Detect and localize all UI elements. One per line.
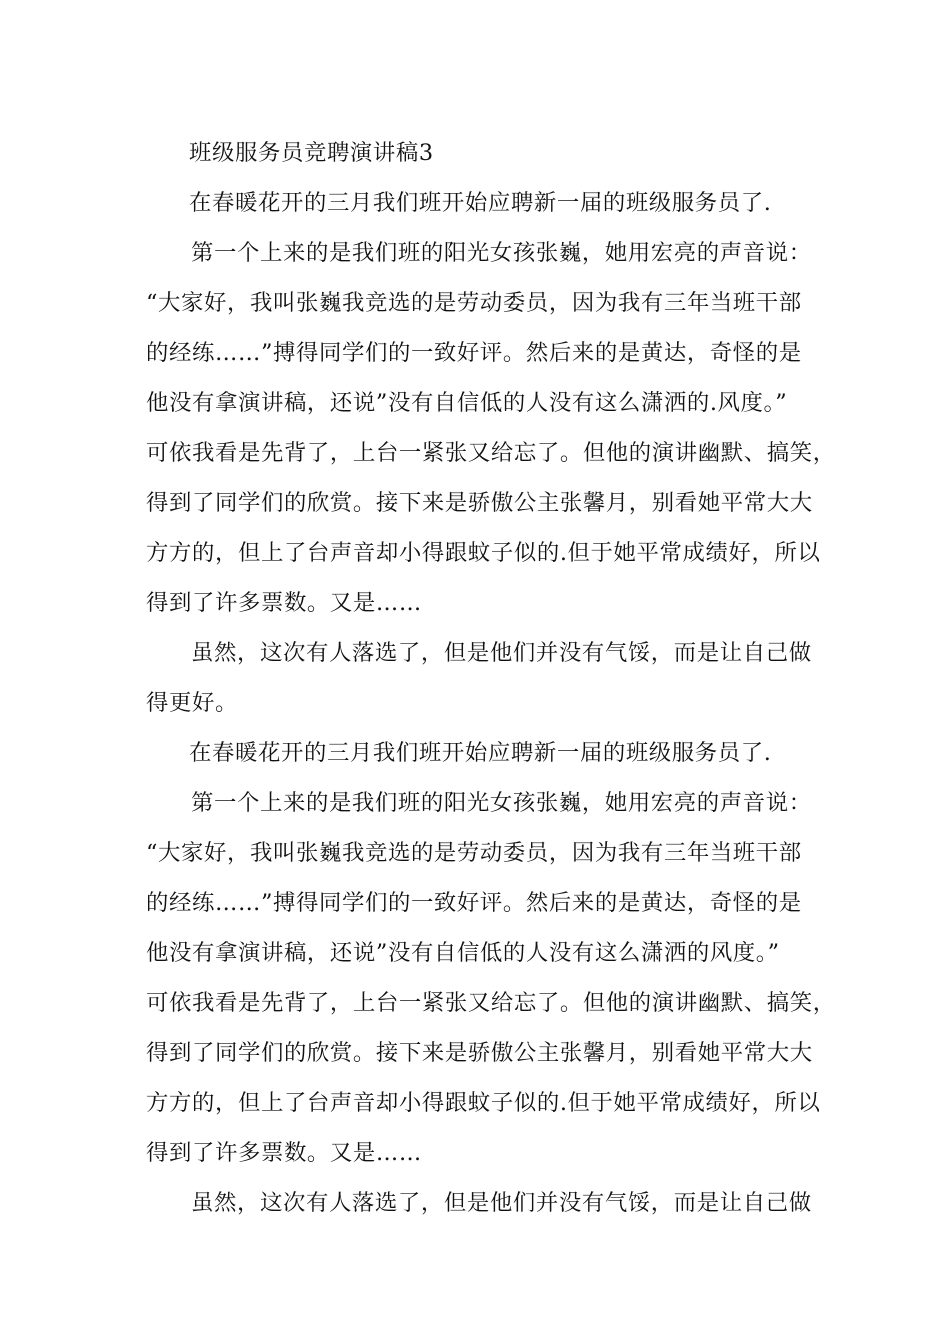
paragraph-line: 得到了许多票数。又是…… — [146, 590, 422, 616]
paragraph-line: 在春暖花开的三月我们班开始应聘新一届的班级服务员了. — [189, 740, 772, 766]
paragraph-line: 得到了同学们的欣赏。接下来是骄傲公主张馨月，别看她平常大大 — [146, 1040, 813, 1066]
paragraph-line: 可依我看是先背了，上台一紧张又给忘了。但他的演讲幽默、搞笑， — [146, 440, 836, 466]
paragraph-line: 的经练……”搏得同学们的一致好评。然后来的是黄达，奇怪的是 — [146, 340, 802, 366]
paragraph-line: 他没有拿演讲稿，还说”没有自信低的人没有这么潇洒的风度。” — [146, 940, 780, 966]
paragraph-line: 第一个上来的是我们班的阳光女孩张巍，她用宏亮的声音说： — [191, 790, 812, 816]
paragraph-line: 得到了许多票数。又是…… — [146, 1140, 422, 1166]
paragraph-line: “大家好，我叫张巍我竞选的是劳动委员，因为我有三年当班干部 — [146, 290, 802, 316]
paragraph-line: 得更好。 — [146, 690, 238, 716]
document-title: 班级服务员竞聘演讲稿3 — [189, 140, 434, 166]
document-body — [146, 128, 836, 1228]
paragraph-line: 在春暖花开的三月我们班开始应聘新一届的班级服务员了. — [189, 190, 772, 216]
paragraph-line: 虽然，这次有人落选了，但是他们并没有气馁，而是让自己做 — [191, 640, 812, 666]
paragraph-line: 方方的，但上了台声音却小得跟蚊子似的.但于她平常成绩好，所以 — [146, 1090, 821, 1116]
paragraph-line: 的经练……”搏得同学们的一致好评。然后来的是黄达，奇怪的是 — [146, 890, 802, 916]
paragraph-line: 第一个上来的是我们班的阳光女孩张巍，她用宏亮的声音说： — [191, 240, 812, 266]
paragraph-line: 他没有拿演讲稿，还说”没有自信低的人没有这么潇洒的.风度。” — [146, 390, 788, 416]
paragraph-line: 方方的，但上了台声音却小得跟蚊子似的.但于她平常成绩好，所以 — [146, 540, 821, 566]
paragraph-line: 虽然，这次有人落选了，但是他们并没有气馁，而是让自己做 — [191, 1190, 812, 1216]
paragraph-line: “大家好，我叫张巍我竞选的是劳动委员，因为我有三年当班干部 — [146, 840, 802, 866]
paragraph-line: 得到了同学们的欣赏。接下来是骄傲公主张馨月，别看她平常大大 — [146, 490, 813, 516]
paragraph-line: 可依我看是先背了，上台一紧张又给忘了。但他的演讲幽默、搞笑， — [146, 990, 836, 1016]
